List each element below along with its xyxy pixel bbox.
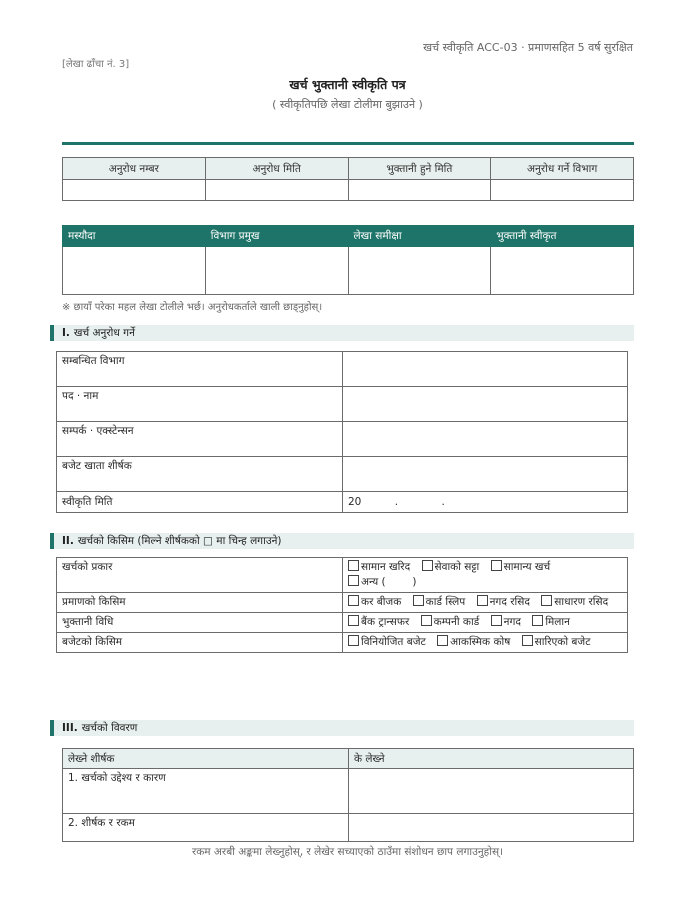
option-general-expense[interactable]: सामान्य खर्च [491,561,551,573]
form-number: [लेखा ढाँचा नं. 3] [62,59,130,70]
section-1-heading [50,325,634,341]
label-contact-extension: सम्पर्क · एक्स्टेन्सन [57,422,343,457]
section-3-number: III. [62,722,78,734]
label-department: सम्बन्धित विभाग [57,352,343,387]
expense-type-options [343,558,628,593]
checkbox-icon[interactable] [477,595,488,606]
contact-extension-field[interactable] [343,422,628,457]
option-bank-transfer[interactable]: बैंक ट्रान्सफर [348,616,409,628]
checkbox-icon[interactable] [348,560,359,571]
request-date-field[interactable] [205,180,348,201]
option-card-slip[interactable]: कार्ड स्लिप [413,596,466,608]
section-3-heading [50,720,634,736]
checkbox-icon[interactable] [541,595,552,606]
checkbox-icon[interactable] [348,575,359,586]
dept-head-signature-box[interactable] [205,247,348,295]
header-payment-approved: भुक्तानी स्वीकृत [491,226,634,247]
requesting-dept-field[interactable] [491,180,634,201]
label-approval-date: स्वीकृति मिति [57,492,343,513]
checkbox-icon[interactable] [348,595,359,606]
option-contingency-fund[interactable]: आकस्मिक कोष [437,636,510,648]
label-budget-account: बजेट खाता शीर्षक [57,457,343,492]
checkbox-icon[interactable] [422,560,433,571]
checkbox-icon[interactable] [413,595,424,606]
option-carried-budget[interactable]: सारिएको बजेट [522,636,591,648]
title-divider [62,142,634,145]
option-settlement[interactable]: मिलान [532,616,570,628]
footer-instruction: रकम अरबी अङ्कमा लेख्नुहोस्, र लेखेर सच्याएको ठाउँमा संशोधन छाप लगाउनुहोस्। [191,846,504,858]
option-goods-purchase[interactable]: सामान खरिद [348,561,410,573]
expense-detail-table [62,748,634,842]
label-expense-type: खर्चको प्रकार [57,558,343,593]
accounts-review-signature-box[interactable] [348,247,491,295]
option-allocated-budget[interactable]: विनियोजित बजेट [348,636,426,648]
payment-approved-signature-box[interactable] [491,247,634,295]
approval-date-field[interactable]: 20 . . [343,492,628,513]
form-subtitle: ( स्वीकृतिपछि लेखा टोलीमा बुझाउने ) [272,98,423,111]
option-cash[interactable]: नगद [491,616,521,628]
header-request-number: अनुरोध नम्बर [63,158,206,180]
requester-table [56,351,628,513]
evidence-type-options [343,593,628,613]
header-requesting-dept: अनुरोध गर्ने विभाग [491,158,634,180]
header-payment-date: भुक्तानी हुने मिति [348,158,491,180]
payment-method-options [343,613,628,633]
option-service-exchange[interactable]: सेवाको सट्टा [422,561,480,573]
section-1-title: खर्च अनुरोध गर्ने [73,327,135,339]
header-dept-head: विभाग प्रमुख [205,226,348,247]
request-number-field[interactable] [63,180,206,201]
section-2-heading [50,533,634,549]
checkbox-icon[interactable] [522,635,533,646]
header-what-to-write: के लेख्ने [349,749,634,769]
heading-amount-field[interactable] [349,814,634,842]
purpose-reason-field[interactable] [349,769,634,814]
section-2-title: खर्चको किसिम (मिल्ने शीर्षकको □ मा चिन्ह लगाउने) [77,535,282,547]
label-payment-method: भुक्तानी विधि [57,613,343,633]
checkbox-icon[interactable] [348,615,359,626]
checkbox-icon[interactable] [437,635,448,646]
option-simple-receipt[interactable]: साधारण रसिद [541,596,608,608]
approval-table [62,225,634,295]
budget-account-field[interactable] [343,457,628,492]
checkbox-icon[interactable] [491,615,502,626]
expense-type-table [56,557,628,653]
checkbox-icon[interactable] [491,560,502,571]
header-request-date: अनुरोध मिति [205,158,348,180]
form-title: खर्च भुक्तानी स्वीकृति पत्र [289,77,406,92]
option-other[interactable]: अन्य ( ) [348,576,416,588]
header-draft: मस्यौदा [63,226,206,247]
header-write-item: लेख्ने शीर्षक [63,749,349,769]
budget-type-options [343,633,628,653]
label-heading-amount: 2. शीर्षक र रकम [63,814,349,842]
label-position-name: पद · नाम [57,387,343,422]
approval-note: ※ छायाँ परेका महल लेखा टोलीले भर्छ। अनुरोधकर्ताले खाली छाड्नुहोस्। [62,302,323,313]
payment-date-field[interactable] [348,180,491,201]
checkbox-icon[interactable] [421,615,432,626]
label-evidence-type: प्रमाणको किसिम [57,593,343,613]
option-tax-invoice[interactable]: कर बीजक [348,596,401,608]
section-2-number: II. [62,535,74,547]
section-3-title: खर्चको विवरण [81,722,138,734]
header-accounts-review: लेखा समीक्षा [348,226,491,247]
option-cash-receipt[interactable]: नगद रसिद [477,596,530,608]
checkbox-icon[interactable] [348,635,359,646]
label-budget-type: बजेटको किसिम [57,633,343,653]
draft-signature-box[interactable] [63,247,206,295]
department-field[interactable] [343,352,628,387]
label-purpose-reason: 1. खर्चको उद्देश्य र कारण [63,769,349,814]
section-1-number: I. [62,327,70,339]
checkbox-icon[interactable] [532,615,543,626]
option-company-card[interactable]: कम्पनी कार्ड [421,616,480,628]
position-name-field[interactable] [343,387,628,422]
retention-note: खर्च स्वीकृति ACC-03 · प्रमाणसहित 5 वर्ष सुरक्षित [423,41,633,54]
request-info-table [62,157,634,201]
